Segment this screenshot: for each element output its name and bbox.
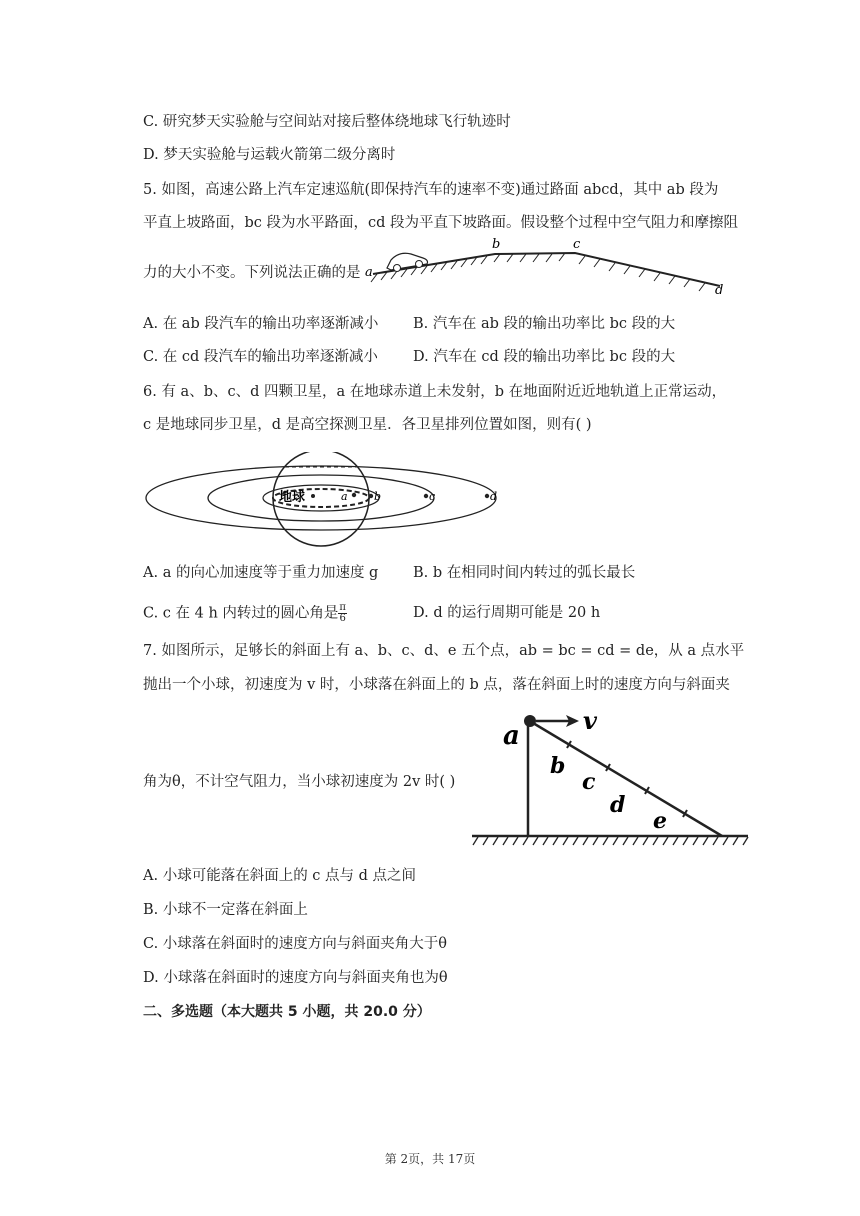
q7-option-d: D. 小球落在斜面时的速度方向与斜面夹角也为θ: [143, 970, 448, 986]
road-label-c: c: [573, 237, 581, 252]
q5-line3: 力的大小不变。下列说法正确的是: [143, 265, 361, 281]
q5-line2: 平直上坡路面，bc 段为水平路面，cd 段为平直下坡路面。假设整个过程中空气阻力和摩擦阻: [143, 215, 739, 231]
road-label-b: b: [492, 237, 501, 252]
incline-label-c: c: [582, 769, 596, 795]
incline-figure: [470, 706, 755, 856]
q5-line1: 5. 如图，高速公路上汽车定速巡航(即保持汽车的速率不变)通过路面 abcd，其中 ab 段为: [143, 182, 719, 198]
q6-line2: c 是地球同步卫星，d 是高空探测卫星．各卫星排列位置如图，则有( ): [143, 417, 592, 433]
page-footer: 第 2页，共 17页: [384, 1152, 476, 1166]
q7-option-c: C. 小球落在斜面时的速度方向与斜面夹角大于θ: [143, 936, 448, 952]
q5-option-a: A. 在 ab 段汽车的输出功率逐渐减小: [143, 316, 379, 332]
orbit-label-b: b: [374, 490, 382, 503]
q6-line1: 6. 有 a、b、c、d 四颗卫星，a 在地球赤道上未发射，b 在地面附近近地轨道上正常运动，: [143, 384, 727, 400]
q5-option-b: B. 汽车在 ab 段的输出功率比 bc 段的大: [413, 316, 676, 332]
q7-option-b: B. 小球不一定落在斜面上: [143, 902, 308, 918]
q5-option-c: C. 在 cd 段汽车的输出功率逐渐减小: [143, 349, 378, 365]
road-label-d: d: [715, 283, 724, 298]
q6-option-d: D. d 的运行周期可能是 20 h: [413, 605, 601, 621]
incline-label-e: e: [653, 808, 667, 834]
orbit-label-d: d: [490, 490, 498, 503]
option-c-prev: C. 研究梦天实验舱与空间站对接后整体绕地球飞行轨迹时: [143, 114, 511, 130]
q6-option-a: A. a 的向心加速度等于重力加速度 g: [143, 565, 379, 581]
incline-label-b: b: [550, 753, 566, 779]
fraction-denominator: 6: [339, 613, 346, 624]
incline-label-v: v: [583, 706, 597, 735]
orbit-label-earth: 地球: [279, 489, 306, 504]
fraction-numerator: π: [339, 602, 346, 613]
q7-option-a: A. 小球可能落在斜面上的 c 点与 d 点之间: [143, 868, 417, 884]
orbit-figure: [143, 452, 503, 552]
orbit-label-a: a: [341, 490, 348, 503]
q7-line2: 抛出一个小球，初速度为 v 时，小球落在斜面上的 b 点，落在斜面上时的速度方向与斜面夹: [143, 677, 730, 693]
option-d-prev: D. 梦天实验舱与运载火箭第二级分离时: [143, 147, 396, 163]
fraction-pi-over-6: [338, 603, 347, 624]
section-heading: 二、多选题（本大题共 5 小题，共 20.0 分）: [143, 1004, 431, 1020]
road-figure: [365, 236, 730, 302]
road-label-a: a: [365, 265, 373, 280]
incline-label-d: d: [610, 792, 626, 818]
q5-option-d: D. 汽车在 cd 段的输出功率比 bc 段的大: [413, 349, 676, 365]
q6-option-c-text: C. c 在 4 h 内转过的圆心角是: [143, 605, 339, 622]
q6-option-b: B. b 在相同时间内转过的弧长最长: [413, 565, 636, 581]
q7-line1: 7. 如图所示，足够长的斜面上有 a、b、c、d、e 五个点，ab = bc = cd = de，从 a 点水平: [143, 643, 745, 659]
q7-line3: 角为θ，不计空气阻力，当小球初速度为 2v 时( ): [143, 774, 456, 790]
q6-option-c: [143, 603, 347, 624]
orbit-label-c: c: [429, 490, 436, 503]
incline-label-a: a: [503, 721, 520, 751]
